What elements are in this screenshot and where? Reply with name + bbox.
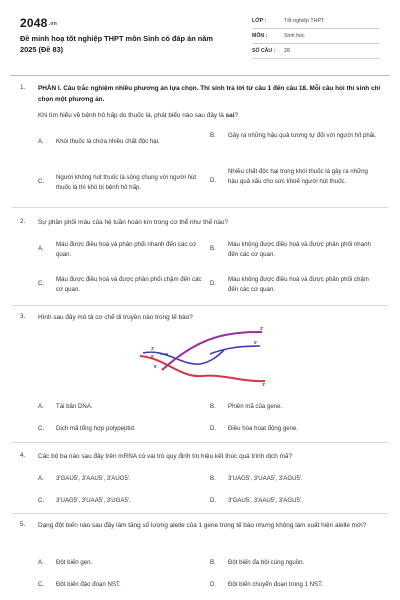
strand-label: 5' [154,364,158,369]
question-stem: Dạng đột biến nào sau đây làm tăng số lượng alelle của 1 gene trong tế bào nhưng không làm xuất hiện alelle mới? [38,522,367,529]
template-strand-red [140,356,265,381]
new-strand-purple [162,332,262,370]
dna-diagram [140,326,270,386]
meta-table [252,14,380,59]
question-divider [12,207,388,208]
strand-label: 3' [262,382,266,386]
section-intro: PHẦN I. Câu trắc nghiệm nhiều phương án lựa chọn. Thí sinh trả lời từ câu 1 đến câu 18. Mỗi câu hỏi thí sinh chỉ chọn một phương án. [38,85,381,103]
site-logo[interactable]: 2048.vn [20,16,58,30]
question-stem: Sự phân phối máu của hệ tuần hoàn kín trong cơ thể như thế nào? [38,219,229,226]
document-header [0,0,400,72]
question-stem: Các bộ ba nào sau đây trên mRNA có vai trò quy định tín hiệu kết thúc quá trình dịch mã? [38,453,292,460]
question-divider [12,305,388,306]
header-divider [10,75,390,76]
strand-label: 3' [151,346,155,351]
question-divider [12,442,388,443]
strand-label: 3' [260,326,264,331]
strand-label: 5' [151,354,155,359]
question-stem: Khi tìm hiểu về bệnh hô hấp do thuốc lá, phát biểu nào sau đây là sai? [38,112,239,119]
strand-label: 5' [254,340,258,345]
meta-row-class: LỚP : Tốt nghiệp THPT [252,14,380,29]
question-stem: Hình sau đây mô tả cơ chế di truyền nào trong tế bào? [38,314,193,321]
question-divider [12,513,388,514]
new-strand-blue [210,346,260,354]
meta-row-subject: MÔN : Sinh học [252,29,380,44]
page-title: Đề minh hoạ tốt nghiệp THPT môn Sinh có đáp án năm 2025 (Đề 83) [20,34,213,54]
meta-row-count: SỐ CÂU : 28 [252,44,380,59]
